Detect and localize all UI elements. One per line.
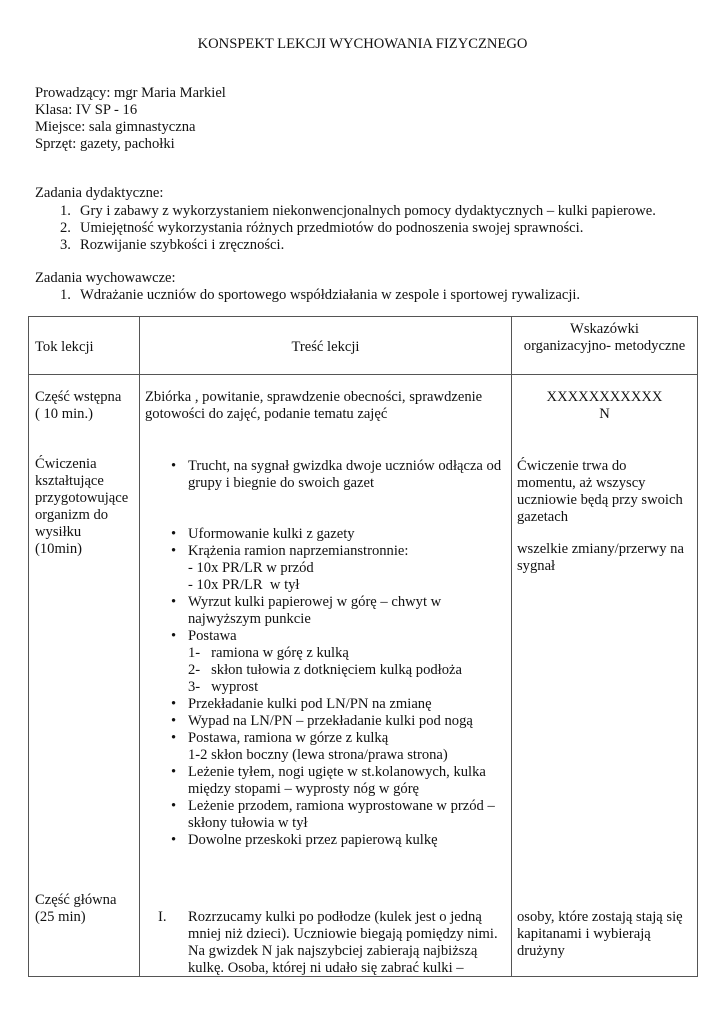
item-line: 2- skłon tułowia z dotknięciem kulką podłoża bbox=[188, 662, 462, 678]
class: Klasa: IV SP - 16 bbox=[35, 102, 138, 118]
main-notes bbox=[517, 909, 683, 960]
bullet-icon: • bbox=[171, 526, 177, 542]
header-tok-lekcji: Tok lekcji bbox=[35, 339, 94, 355]
part-line: Część wstępna bbox=[35, 389, 122, 405]
item-line: 3- wyprost bbox=[188, 679, 259, 695]
item-line: Postawa, ramiona w górze z kulką bbox=[188, 730, 389, 746]
note-line: osoby, które zostają stają się bbox=[517, 909, 683, 925]
table-border-right bbox=[697, 316, 698, 977]
didactic-heading: Zadania dydaktyczne: bbox=[35, 185, 164, 201]
list-item bbox=[171, 713, 495, 730]
header-divider bbox=[28, 374, 698, 375]
item-line: - 10x PR/LR w tył bbox=[188, 577, 300, 593]
formation-line: XXXXXXXXXXX bbox=[546, 389, 663, 405]
item-line: skłony tułowia w tył bbox=[188, 815, 308, 831]
list-number: 1. bbox=[60, 287, 71, 303]
roman-marker: I. bbox=[158, 909, 167, 925]
part-line: przygotowujące bbox=[35, 490, 129, 506]
didactic-item: Umiejętność wykorzystania różnych przedmiotów do podnoszenia swojej sprawności. bbox=[80, 220, 584, 236]
warmup-part bbox=[35, 456, 128, 558]
column-divider bbox=[139, 316, 140, 977]
list-item bbox=[171, 594, 495, 628]
item-line: Wypad na LN/PN – przekładanie kulki pod nogą bbox=[188, 713, 473, 729]
item-line: grupy i biegnie do swoich gazet bbox=[188, 475, 375, 491]
note-line: momentu, aż wszyscy bbox=[517, 475, 646, 491]
part-line: Część główna bbox=[35, 892, 117, 908]
bullet-icon: • bbox=[171, 696, 177, 712]
note-line: kapitanami i wybierają bbox=[517, 926, 651, 942]
table-border-left bbox=[28, 316, 29, 977]
part-line: (10min) bbox=[35, 541, 83, 557]
header-line: organizacyjno- metodyczne bbox=[523, 338, 686, 354]
note-line: gazetach bbox=[517, 509, 569, 525]
item-line: między stopami – wyprosty nóg w górę bbox=[188, 781, 420, 797]
main-content bbox=[188, 909, 498, 977]
item-line: Leżenie tyłem, nogi ugięte w st.kolanowych, kulka bbox=[188, 764, 486, 780]
header-tresc-lekcji: Treść lekcji bbox=[291, 339, 360, 355]
item-line: Wyrzut kulki papierowej w górę – chwyt w bbox=[188, 594, 442, 610]
list-item bbox=[171, 798, 495, 832]
bullet-icon: • bbox=[171, 543, 177, 559]
note-line: uczniowie będą przy swoich bbox=[517, 492, 683, 508]
bullet-icon: • bbox=[171, 730, 177, 746]
note-line: sygnał bbox=[517, 558, 556, 574]
list-item bbox=[188, 458, 501, 492]
content-line: gotowości do zajęć, podanie tematu zajęć bbox=[145, 406, 388, 422]
educational-item: Wdrażanie uczniów do sportowego współdziałania w zespole i sportowej rywalizacji. bbox=[80, 287, 581, 303]
document-title: KONSPEKT LEKCJI WYCHOWANIA FIZYCZNEGO bbox=[197, 36, 528, 52]
intro-notes bbox=[512, 389, 697, 423]
list-item bbox=[171, 764, 495, 798]
educational-heading: Zadania wychowawcze: bbox=[35, 270, 176, 286]
item-line: 1- ramiona w górę z kulką bbox=[188, 645, 349, 661]
note-line: Ćwiczenie trwa do bbox=[517, 458, 627, 474]
item-line: - 10x PR/LR w przód bbox=[188, 560, 314, 576]
list-item bbox=[171, 628, 495, 696]
warmup-notes bbox=[517, 458, 683, 526]
item-line: najwyższym punkcie bbox=[188, 611, 311, 627]
note-line: drużyny bbox=[517, 943, 565, 959]
part-line: (25 min) bbox=[35, 909, 86, 925]
header-line: Wskazówki bbox=[570, 321, 639, 337]
didactic-item: Rozwijanie szybkości i zręczności. bbox=[80, 237, 285, 253]
bullet-icon: • bbox=[171, 713, 177, 729]
part-line: organizm do bbox=[35, 507, 109, 523]
list-number: 3. bbox=[60, 237, 71, 253]
item-line: Leżenie przodem, ramiona wyprostowane w przód – bbox=[188, 798, 495, 814]
content-line: Rozrzucamy kulki po podłodze (kulek jest o jedną bbox=[188, 909, 482, 925]
item-line: Krążenia ramion naprzemianstronnie: bbox=[188, 543, 409, 559]
teacher-marker: N bbox=[599, 406, 610, 422]
content-line: mniej niż dzieci). Uczniowie biegają pomiędzy nimi. bbox=[188, 926, 498, 942]
item-line: • Trucht, na sygnał gwizdka dwoje uczniów odłącza od bbox=[188, 458, 502, 474]
list-item bbox=[171, 730, 495, 764]
list-item bbox=[171, 543, 495, 594]
part-line: Ćwiczenia bbox=[35, 456, 97, 472]
list-number: 1. bbox=[60, 203, 71, 219]
main-part bbox=[35, 892, 116, 926]
table-border-top bbox=[28, 316, 698, 317]
intro-part bbox=[35, 389, 121, 423]
part-line: ( 10 min.) bbox=[35, 406, 93, 422]
item-line: Uformowanie kulki z gazety bbox=[188, 526, 355, 542]
content-line: Zbiórka , powitanie, sprawdzenie obecności, sprawdzenie bbox=[145, 389, 483, 405]
list-number: 2. bbox=[60, 220, 71, 236]
note-line: wszelkie zmiany/przerwy na bbox=[517, 541, 684, 557]
list-item bbox=[171, 832, 495, 849]
intro-content bbox=[145, 389, 482, 423]
place: Miejsce: sala gimnastyczna bbox=[35, 119, 196, 135]
item-line: Postawa bbox=[188, 628, 237, 644]
item-line: 1-2 skłon boczny (lewa strona/prawa strona) bbox=[188, 747, 448, 763]
header-wskazowki bbox=[512, 321, 697, 355]
bullet-icon: • bbox=[171, 628, 177, 644]
exercise-list bbox=[171, 526, 495, 849]
didactic-item: Gry i zabawy z wykorzystaniem niekonwencjonalnych pomocy dydaktycznych – kulki papierowe. bbox=[80, 203, 656, 219]
content-line: kulkę. Osoba, której ni udało się zabrać kulki – bbox=[188, 960, 464, 976]
list-item bbox=[171, 696, 495, 713]
content-line: Na gwizdek N jak najszybciej zabierają najbiższą bbox=[188, 943, 478, 959]
bullet-icon: • bbox=[171, 832, 177, 848]
part-line: kształtujące bbox=[35, 473, 104, 489]
lesson-info bbox=[35, 85, 226, 153]
item-line: Dowolne przeskoki przez papierową kulkę bbox=[188, 832, 438, 848]
equipment: Sprzęt: gazety, pachołki bbox=[35, 136, 175, 152]
warmup-signal-notes bbox=[517, 541, 684, 575]
bullet-icon: • bbox=[171, 764, 177, 780]
teacher: Prowadzący: mgr Maria Markiel bbox=[35, 85, 226, 101]
part-line: wysiłku bbox=[35, 524, 82, 540]
bullet-icon: • bbox=[171, 798, 177, 814]
list-item bbox=[171, 526, 495, 543]
bullet-icon: • bbox=[171, 594, 177, 610]
item-line: Przekładanie kulki pod LN/PN na zmianę bbox=[188, 696, 432, 712]
